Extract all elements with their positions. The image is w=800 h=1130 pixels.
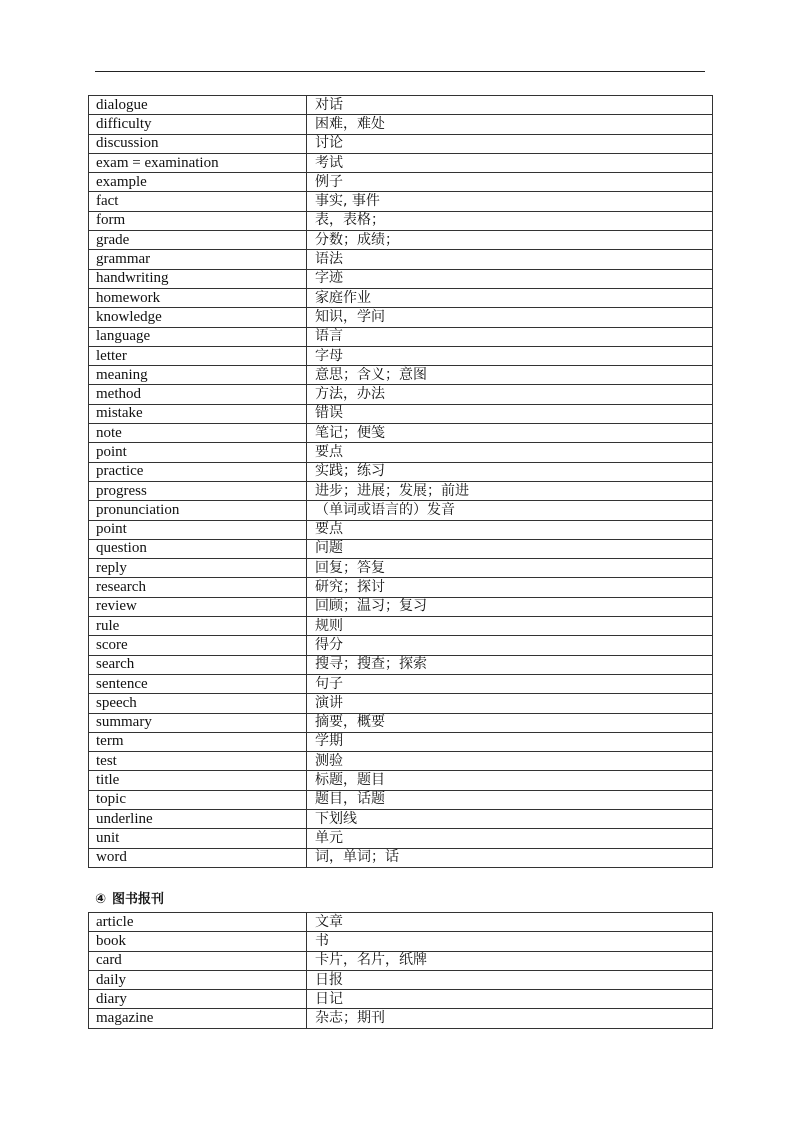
english-word: title: [89, 771, 307, 790]
table-row: [89, 346, 713, 365]
vocabulary-table-books: [88, 912, 713, 1029]
table-row: [89, 674, 713, 693]
chinese-meaning: 搜寻；搜查；探索: [307, 655, 713, 674]
table-row: [89, 462, 713, 481]
english-word: diary: [89, 990, 307, 1009]
table-row: [89, 951, 713, 970]
english-word: method: [89, 385, 307, 404]
table-row: [89, 539, 713, 558]
table-row: [89, 597, 713, 616]
english-word: practice: [89, 462, 307, 481]
table-row: [89, 192, 713, 211]
section-heading: [95, 891, 164, 909]
table-row: [89, 559, 713, 578]
chinese-meaning: 要点: [307, 443, 713, 462]
table-row: [89, 501, 713, 520]
table-row: [89, 970, 713, 989]
chinese-meaning: 考试: [307, 153, 713, 172]
section-number: ④: [95, 892, 107, 907]
table-row: [89, 481, 713, 500]
chinese-meaning: 实践；练习: [307, 462, 713, 481]
table-row: [89, 829, 713, 848]
table-row: [89, 115, 713, 134]
chinese-meaning: 家庭作业: [307, 288, 713, 307]
chinese-meaning: 字迹: [307, 269, 713, 288]
chinese-meaning: 日报: [307, 970, 713, 989]
table-row: [89, 288, 713, 307]
english-word: handwriting: [89, 269, 307, 288]
english-word: grammar: [89, 250, 307, 269]
english-word: test: [89, 752, 307, 771]
table-row: [89, 913, 713, 932]
chinese-meaning: 规则: [307, 617, 713, 636]
english-word: note: [89, 424, 307, 443]
chinese-meaning: 句子: [307, 674, 713, 693]
english-word: term: [89, 732, 307, 751]
table-row: [89, 990, 713, 1009]
english-word: knowledge: [89, 308, 307, 327]
english-word: rule: [89, 617, 307, 636]
english-word: language: [89, 327, 307, 346]
english-word: difficulty: [89, 115, 307, 134]
english-word: speech: [89, 694, 307, 713]
english-word: discussion: [89, 134, 307, 153]
english-word: card: [89, 951, 307, 970]
english-word: daily: [89, 970, 307, 989]
chinese-meaning: 错误: [307, 404, 713, 423]
table-row: [89, 308, 713, 327]
table-row: [89, 96, 713, 115]
english-word: search: [89, 655, 307, 674]
chinese-meaning: 研究；探讨: [307, 578, 713, 597]
chinese-meaning: 知识，学问: [307, 308, 713, 327]
chinese-meaning: 笔记；便笺: [307, 424, 713, 443]
chinese-meaning: 单元: [307, 829, 713, 848]
english-word: meaning: [89, 366, 307, 385]
table-row: [89, 269, 713, 288]
chinese-meaning: 讨论: [307, 134, 713, 153]
chinese-meaning: 语法: [307, 250, 713, 269]
english-word: magazine: [89, 1009, 307, 1028]
english-word: article: [89, 913, 307, 932]
english-word: word: [89, 848, 307, 867]
table-row: [89, 173, 713, 192]
table-row: [89, 443, 713, 462]
chinese-meaning: 文章: [307, 913, 713, 932]
chinese-meaning: 事实, 事件: [307, 192, 713, 211]
table-row: [89, 752, 713, 771]
table-row: [89, 732, 713, 751]
table-row: [89, 134, 713, 153]
english-word: point: [89, 443, 307, 462]
english-word: summary: [89, 713, 307, 732]
table-row: [89, 520, 713, 539]
chinese-meaning: 摘要，概要: [307, 713, 713, 732]
chinese-meaning: 下划线: [307, 809, 713, 828]
chinese-meaning: 书: [307, 932, 713, 951]
chinese-meaning: 得分: [307, 636, 713, 655]
english-word: fact: [89, 192, 307, 211]
chinese-meaning: 表，表格；: [307, 211, 713, 230]
english-word: exam = examination: [89, 153, 307, 172]
table-row: [89, 932, 713, 951]
english-word: question: [89, 539, 307, 558]
chinese-meaning: 对话: [307, 96, 713, 115]
table-row: [89, 790, 713, 809]
table-row: [89, 713, 713, 732]
chinese-meaning: 杂志；期刊: [307, 1009, 713, 1028]
table-row: [89, 848, 713, 867]
chinese-meaning: 字母: [307, 346, 713, 365]
english-word: research: [89, 578, 307, 597]
english-word: example: [89, 173, 307, 192]
table-row: [89, 385, 713, 404]
english-word: underline: [89, 809, 307, 828]
section-title: 图书报刊: [112, 892, 165, 907]
table-row: [89, 809, 713, 828]
table-row: [89, 655, 713, 674]
english-word: dialogue: [89, 96, 307, 115]
table-row: [89, 578, 713, 597]
english-word: sentence: [89, 674, 307, 693]
chinese-meaning: 卡片，名片，纸牌: [307, 951, 713, 970]
english-word: homework: [89, 288, 307, 307]
table-row: [89, 636, 713, 655]
vocabulary-table-study: [88, 95, 713, 868]
chinese-meaning: 词，单词；话: [307, 848, 713, 867]
english-word: point: [89, 520, 307, 539]
chinese-meaning: 学期: [307, 732, 713, 751]
chinese-meaning: 要点: [307, 520, 713, 539]
chinese-meaning: 分数；成绩；: [307, 231, 713, 250]
english-word: review: [89, 597, 307, 616]
english-word: score: [89, 636, 307, 655]
chinese-meaning: 意思；含义；意图: [307, 366, 713, 385]
english-word: topic: [89, 790, 307, 809]
chinese-meaning: 语言: [307, 327, 713, 346]
english-word: reply: [89, 559, 307, 578]
table-row: [89, 211, 713, 230]
chinese-meaning: 困难，难处: [307, 115, 713, 134]
table-row: [89, 694, 713, 713]
table-row: [89, 1009, 713, 1028]
table-row: [89, 153, 713, 172]
chinese-meaning: 回复；答复: [307, 559, 713, 578]
table-row: [89, 250, 713, 269]
chinese-meaning: 演讲: [307, 694, 713, 713]
chinese-meaning: 进步；进展；发展；前进: [307, 481, 713, 500]
english-word: book: [89, 932, 307, 951]
table-row: [89, 617, 713, 636]
table-row: [89, 327, 713, 346]
english-word: unit: [89, 829, 307, 848]
chinese-meaning: 问题: [307, 539, 713, 558]
chinese-meaning: 测验: [307, 752, 713, 771]
table-row: [89, 404, 713, 423]
chinese-meaning: 回顾；温习；复习: [307, 597, 713, 616]
chinese-meaning: 方法，办法: [307, 385, 713, 404]
header-rule: [95, 71, 705, 72]
english-word: progress: [89, 481, 307, 500]
english-word: pronunciation: [89, 501, 307, 520]
table-row: [89, 424, 713, 443]
english-word: mistake: [89, 404, 307, 423]
table-row: [89, 771, 713, 790]
chinese-meaning: （单词或语言的）发音: [307, 501, 713, 520]
table-row: [89, 231, 713, 250]
chinese-meaning: 题目，话题: [307, 790, 713, 809]
chinese-meaning: 例子: [307, 173, 713, 192]
table-row: [89, 366, 713, 385]
english-word: letter: [89, 346, 307, 365]
english-word: form: [89, 211, 307, 230]
english-word: grade: [89, 231, 307, 250]
chinese-meaning: 标题，题目: [307, 771, 713, 790]
chinese-meaning: 日记: [307, 990, 713, 1009]
